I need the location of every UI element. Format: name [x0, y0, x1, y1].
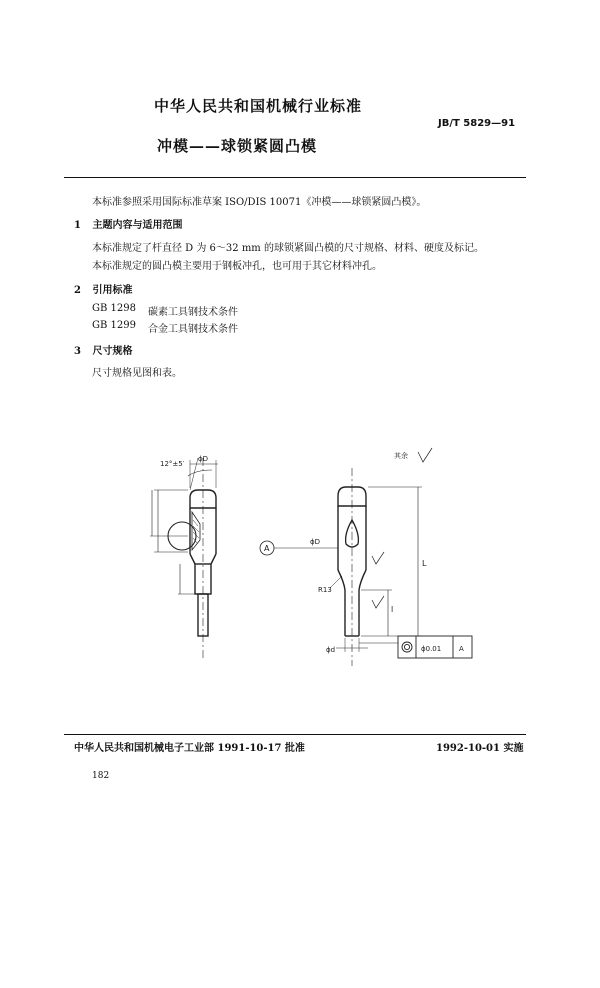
intro-paragraph: 本标准参照采用国际标准草案 ISO/DIS 10071《冲模——球锁紧圆凸模》。 [92, 197, 427, 208]
roughness-symbol [372, 596, 384, 608]
section-1-title: 主题内容与适用范围 [92, 220, 183, 231]
section-3-paragraph: 尺寸规格见图和表。 [92, 368, 182, 379]
reference-row [92, 303, 238, 318]
reference-row [92, 320, 238, 335]
tolerance-value: ϕ0.01 [421, 645, 442, 653]
section-1-paragraph-2: 本标准规定的圆凸模主要用于钢板冲孔，也可用于其它材料冲孔。 [92, 261, 382, 272]
section-view [150, 455, 218, 658]
roughness-symbol [372, 552, 384, 564]
reference-code: GB 1298 [92, 303, 136, 314]
radius-edge [338, 570, 345, 590]
section-3-number: 3 [74, 346, 81, 357]
tolerance-frame [398, 636, 472, 658]
shoulder-edge [190, 554, 195, 564]
length-l-label: l [391, 605, 394, 614]
issuer-line: 中华人民共和国机械电子工业部 1991-10-17 批准 [74, 743, 305, 754]
datum-label: A [264, 544, 270, 553]
radius-leader [330, 576, 342, 588]
section-1-heading [74, 216, 182, 231]
document-title: 冲模——球锁紧圆凸模 [157, 137, 318, 155]
reference-title: 合金工具钢技术条件 [147, 324, 238, 335]
elevation-view [260, 448, 432, 666]
reference-code: GB 1299 [92, 320, 136, 331]
org-title: 中华人民共和国机械行业标准 [154, 97, 363, 115]
punch-drawing [140, 440, 500, 680]
footer-rule [64, 734, 526, 735]
hatch-line [193, 520, 198, 526]
effective-date: 1992-10-01 实施 [436, 743, 524, 754]
angle-label: 12°±5′ [160, 460, 185, 468]
header-rule [64, 177, 526, 178]
roughness-symbol [418, 448, 432, 462]
phi-D-top-label: ϕD [198, 455, 209, 463]
section-1-number: 1 [74, 220, 81, 231]
phi-d-label: ϕd [326, 646, 336, 654]
tolerance-datum: A [459, 645, 464, 653]
shoulder-edge [211, 554, 216, 564]
section-3-title: 尺寸规格 [92, 346, 133, 357]
surface-note-label: 其余 [394, 452, 408, 460]
radius-label: R13 [318, 586, 332, 594]
section-2-heading [74, 281, 132, 296]
page-number: 182 [92, 771, 110, 781]
concentricity-icon [402, 642, 412, 652]
angle-arc [188, 470, 212, 476]
reference-title: 碳素工具钢技术条件 [147, 307, 238, 318]
section-2-number: 2 [74, 285, 81, 296]
concentricity-icon-inner [404, 644, 409, 649]
section-3-heading [74, 342, 132, 357]
radius-edge [359, 570, 366, 590]
phi-D-side-label: ϕD [310, 538, 321, 546]
section-2-title: 引用标准 [92, 285, 133, 296]
section-1-paragraph-1: 本标准规定了杆直径 D 为 6～32 mm 的球锁紧圆凸模的尺寸规格、材料、硬度及标记。 [92, 243, 484, 254]
standard-number: JB/T 5829—91 [438, 118, 516, 129]
length-L-label: L [422, 559, 427, 568]
